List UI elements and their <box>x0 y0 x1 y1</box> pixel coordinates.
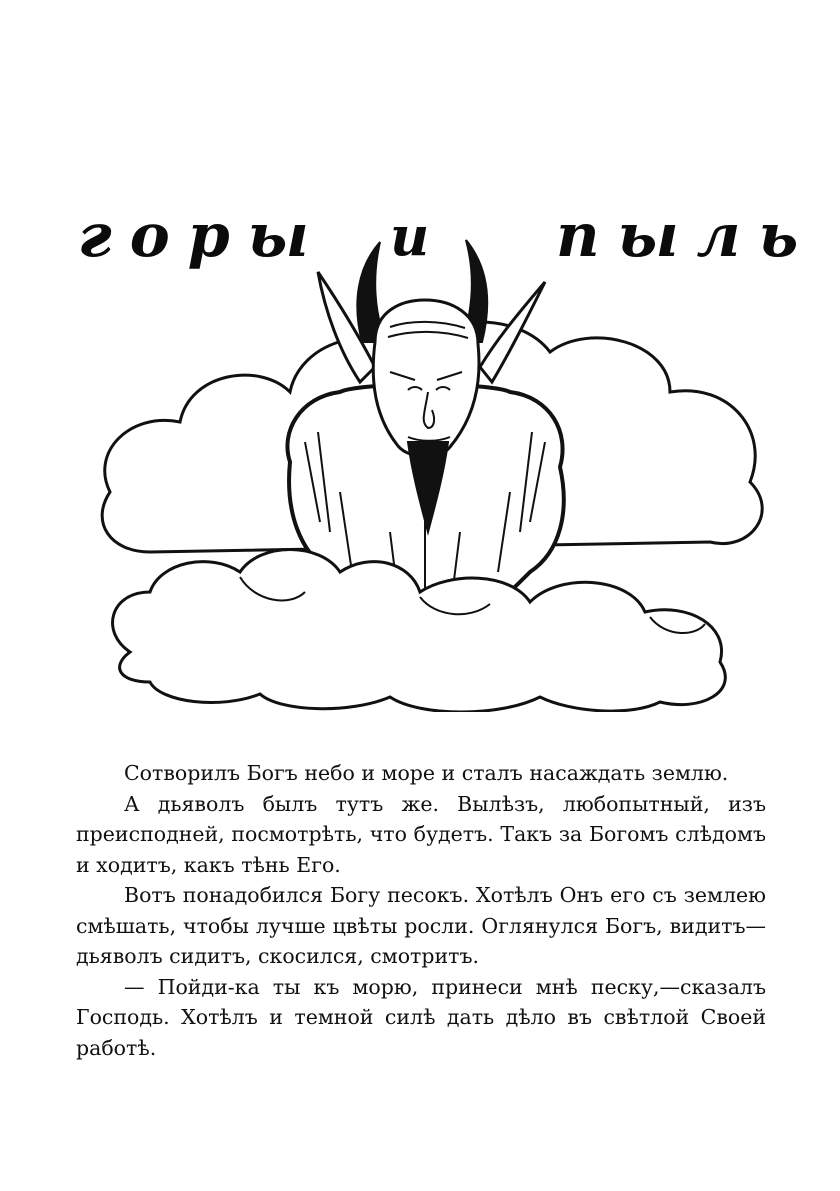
title-word-1: горы <box>78 201 327 271</box>
title-word-2: и <box>390 204 448 268</box>
story-text <box>76 758 766 1063</box>
title-word-3: пыль <box>556 201 817 271</box>
paragraph-4: — Пойди-ка ты къ морю, принеси мнѣ песку,—сказалъ Господь. Хотѣлъ и темной силѣ дать дѣло въ свѣтлой Своей работѣ. <box>76 974 766 1060</box>
paragraph-3: Вотъ понадобился Богу песокъ. Хотѣлъ Онъ его съ землею смѣшать, чтобы лучше цвѣты росли. Оглянулся Богъ, видитъ—дьяволъ сидитъ, скосился, смотритъ. <box>76 883 766 968</box>
devil-illustration <box>90 232 770 712</box>
paragraph-2: А дьяволъ былъ тутъ же. Вылѣзъ, любопытный, изъ преисподней, посмотрѣть, что будетъ. Такъ за Богомъ слѣдомъ и ходитъ, какъ тѣнь Его. <box>76 791 766 877</box>
paragraph-1: Сотворилъ Богъ небо и море и сталъ насаждать землю. <box>124 761 729 785</box>
